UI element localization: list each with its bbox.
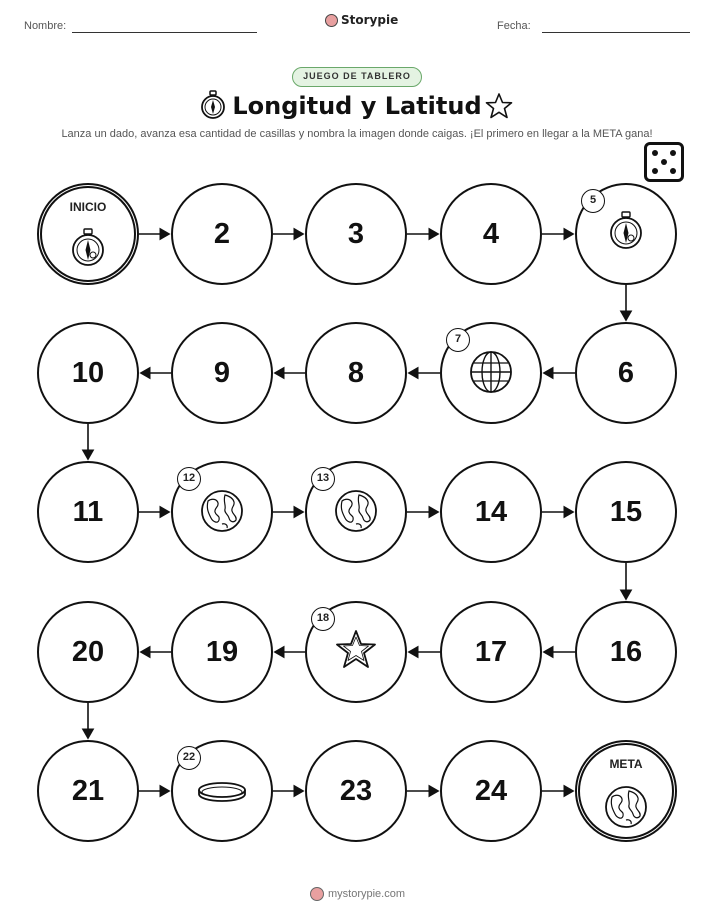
cell-number-badge: 18	[311, 607, 335, 631]
cell-number: 23	[339, 774, 373, 807]
board-cell	[37, 461, 139, 563]
cell-number: 14	[474, 495, 508, 528]
board-cell	[440, 461, 542, 563]
board-cell	[305, 322, 407, 424]
cell-number: 21	[71, 774, 105, 807]
cell-number-badge: 12	[177, 467, 201, 491]
cell-number: 24	[474, 774, 508, 807]
cell-number-badge: 13	[311, 467, 335, 491]
earth-icon	[200, 489, 244, 538]
earth-icon	[334, 489, 378, 538]
board-cell	[575, 601, 677, 703]
board-cell	[440, 601, 542, 703]
earth-icon	[604, 785, 648, 834]
board-cell	[171, 183, 273, 285]
board-cell	[440, 740, 542, 842]
cell-number: 20	[71, 635, 105, 668]
cell-number: 16	[609, 635, 643, 668]
brand-name: Storypie	[341, 13, 399, 27]
board-cell	[305, 183, 407, 285]
cell-number-badge: 22	[177, 746, 201, 770]
cell-number: 19	[205, 635, 239, 668]
board-cell	[37, 322, 139, 424]
board-cell	[305, 740, 407, 842]
compass-icon	[70, 228, 106, 273]
footer	[310, 887, 405, 901]
board-cell	[575, 461, 677, 563]
cell-number: 11	[72, 495, 104, 528]
pig-logo-icon	[310, 887, 324, 901]
cell-number-badge: 5	[581, 189, 605, 213]
equator-ring-icon	[196, 778, 248, 811]
page-title: Longitud y Latitud	[232, 92, 482, 120]
cell-number: 10	[71, 356, 105, 389]
name-label: Nombre:	[24, 20, 67, 32]
footer-url[interactable]: mystorypie.com	[328, 888, 406, 900]
board-cell	[440, 183, 542, 285]
instructions: Lanza un dado, avanza esa cantidad de casillas y nombra la imagen donde caigas. ¡El primero en llegar a la META gana!	[61, 128, 653, 140]
cell-number-badge: 7	[446, 328, 470, 352]
cell-number: 8	[347, 356, 365, 389]
date-label: Fecha:	[497, 20, 531, 32]
board-cell	[37, 601, 139, 703]
cell-number: 3	[347, 217, 365, 250]
goal-label: META	[609, 757, 643, 771]
cell-number: 2	[213, 217, 231, 250]
compass-icon	[608, 211, 644, 256]
board-cell	[171, 601, 273, 703]
game-type-badge: JUEGO DE TABLERO	[292, 67, 422, 87]
board-cell	[171, 322, 273, 424]
board-cell	[37, 183, 139, 285]
board-cell	[575, 740, 677, 842]
cell-number: 6	[617, 356, 635, 389]
board-cell	[575, 322, 677, 424]
board-cell	[37, 740, 139, 842]
cell-number: 4	[482, 217, 500, 250]
cell-number: 9	[213, 356, 231, 389]
star-icon	[334, 629, 378, 676]
start-label: INICIO	[69, 200, 107, 214]
globe-grid-icon	[469, 350, 513, 399]
cell-number: 15	[609, 495, 643, 528]
cell-number: 17	[474, 635, 508, 668]
